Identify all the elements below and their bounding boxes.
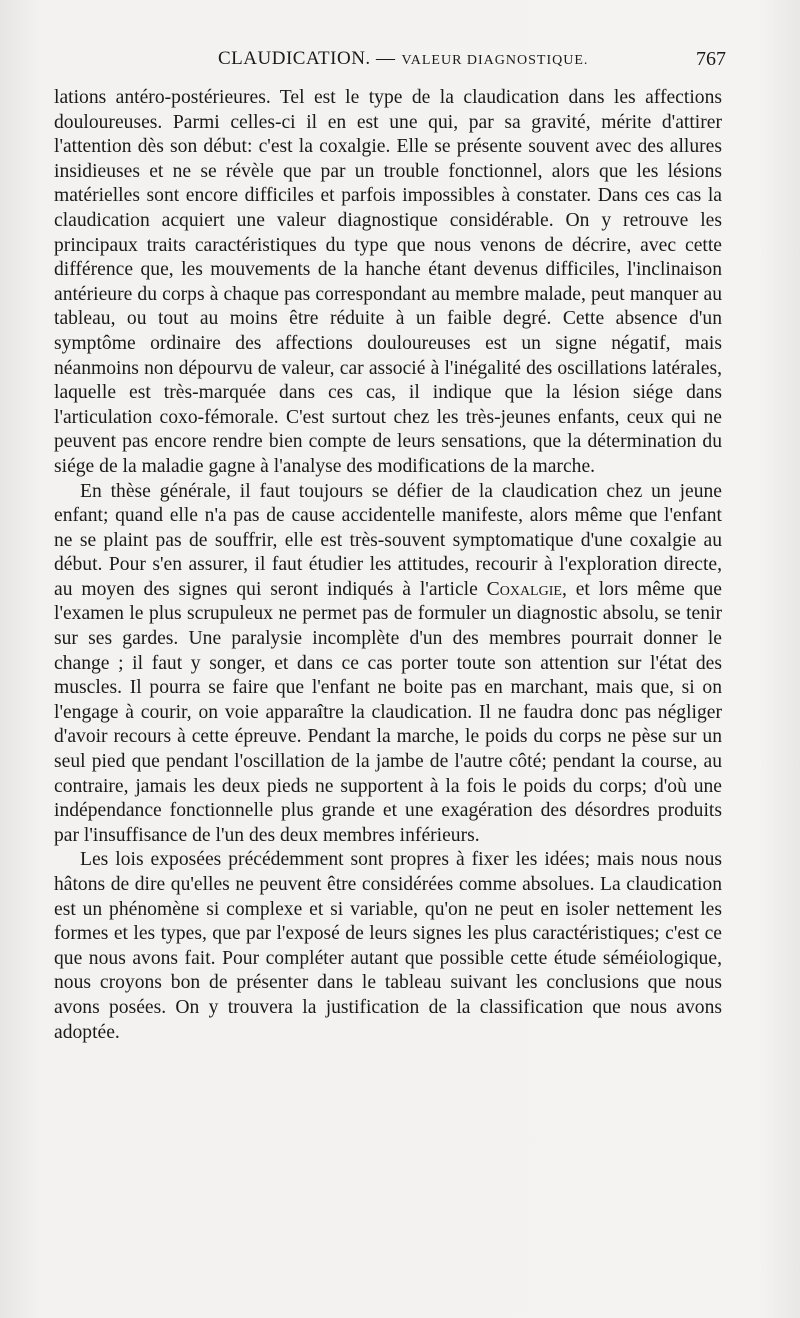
running-header	[54, 48, 726, 74]
header-separator: —	[375, 48, 396, 69]
paragraph-1-text: lations antéro-postérieures. Tel est le type de la claudication dans les affections douloureuses. Parmi celles-ci il en est une qui, par sa gravité, mérite d'attirer l'attention dès son début: c'est la coxalgie. Elle se présente souvent avec des allures insidieuses et ne se révèle que par un trouble fonctionnel, alors que les lésions matérielles sont encore difficiles et parfois impossibles à constater. Dans ces cas la claudication acquiert une valeur diagnostique considérable. On y retrouve les principaux traits caractéristiques du type que nous venons de décrire, avec cette différence que, les mouvements de la hanche étant devenus difficiles, l'inclinaison antérieure du corps à chaque pas correspondant au membre malade, peut manquer au tableau, ou tout au moins être réduite à un faible degré. Cette absence d'un symptôme ordinaire des affections douloureuses est un signe négatif, mais néanmoins non dépourvu de valeur, car associé à l'inégalité des oscillations latérales, laquelle est très-marquée dans ces cas, il indique que la lésion siége dans l'articulation coxo-fémorale. C'est surtout chez les très-jeunes enfants, ceux qui ne peuvent pas encore rendre bien compte de leurs sensations, que la détermination du siége de la maladie gagne à l'analyse des modifications de la marche.	[54, 87, 722, 477]
header-subtitle: VALEUR DIAGNOSTIQUE.	[401, 53, 589, 68]
header-title	[218, 48, 588, 70]
body-text	[54, 86, 722, 1045]
paragraph-3	[54, 848, 722, 1045]
paragraph-3-text: Les lois exposées précédemment sont propres à fixer les idées; mais nous nous hâtons de dire qu'elles ne peuvent être considérées comme absolues. La claudication est un phénomène si complexe et si variable, qu'on ne peut en isoler nettement les formes et les types, que par l'exposé de leurs signes les plus caractéristiques; c'est ce que nous avons fait. Pour compléter autant que possible cette étude séméiologique, nous croyons bon de présenter dans le tableau suivant les conclusions que nous avons posées. On y trouvera la justification de la classification que nous avons adoptée.	[54, 849, 722, 1043]
article-reference: Coxalgie	[486, 578, 562, 600]
paragraph-2	[54, 480, 722, 849]
page-number: 767	[696, 48, 726, 70]
header-title-text: CLAUDICATION.	[218, 48, 371, 69]
paragraph-2-text-end: , et lors même que l'examen le plus scrupuleux ne permet pas de formuler un diagnostic absolu, se tenir sur ses gardes. Une paralysie incomplète d'un des membres pourrait donner le change ; il faut y songer, et dans ce cas porter toute son attention sur l'état des muscles. Il pourra se faire que l'enfant ne boite pas en marchant, mais que, si on l'engage à courir, on voie apparaître la claudication. Il ne faudra donc pas négliger d'avoir recours à cette épreuve. Pendant la marche, le poids du corps ne pèse sur un seul pied que pendant l'oscillation de la jambe de l'autre côté; pendant la course, au contraire, jamais les deux pieds ne supportent à la fois le poids du corps; d'où une indépendance fonctionnelle plus grande et une exagération des désordres produits par l'insuffisance de l'un des deux membres inférieurs.	[54, 578, 722, 846]
paragraph-1	[54, 86, 722, 480]
paragraph-2-text-start: En thèse générale, il faut toujours se défier de la claudication chez un jeune enfant; quand elle n'a pas de cause accidentelle manifeste, alors même que l'enfant ne se plaint pas de souffrir, elle est très-souvent symptomatique d'une coxalgie au début. Pour s'en assurer, il faut étudier les attitudes, recourir à l'exploration directe, au moyen des signes qui seront indiqués à l'article	[54, 480, 722, 600]
